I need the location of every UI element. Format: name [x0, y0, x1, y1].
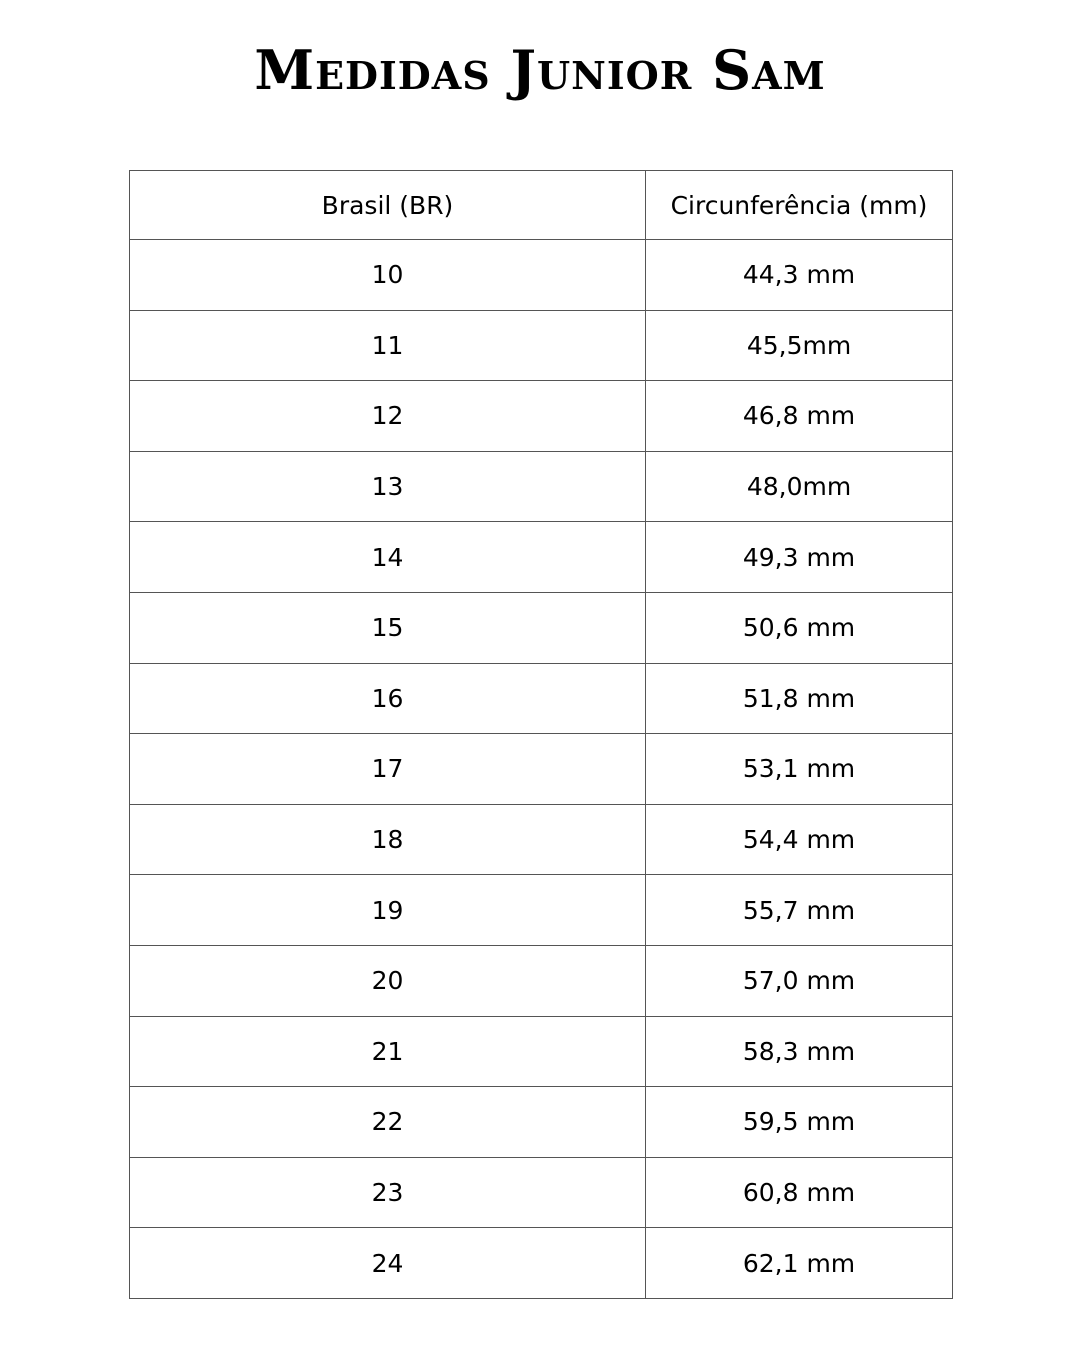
cell-mm: 57,0 mm	[646, 945, 953, 1016]
table-header-row	[130, 171, 953, 240]
cell-mm: 45,5mm	[646, 310, 953, 381]
cell-mm: 59,5 mm	[646, 1087, 953, 1158]
table-row	[130, 663, 953, 734]
cell-mm: 62,1 mm	[646, 1228, 953, 1299]
cell-br: 11	[130, 310, 646, 381]
cell-mm: 46,8 mm	[646, 381, 953, 452]
cell-mm: 44,3 mm	[646, 240, 953, 311]
cell-br: 21	[130, 1016, 646, 1087]
table-row	[130, 451, 953, 522]
cell-mm: 53,1 mm	[646, 734, 953, 805]
size-table	[129, 170, 953, 1299]
cell-mm: 54,4 mm	[646, 804, 953, 875]
cell-br: 19	[130, 875, 646, 946]
table-row	[130, 1016, 953, 1087]
cell-br: 18	[130, 804, 646, 875]
cell-mm: 60,8 mm	[646, 1157, 953, 1228]
cell-br: 12	[130, 381, 646, 452]
table-row	[130, 240, 953, 311]
cell-mm: 55,7 mm	[646, 875, 953, 946]
cell-br: 20	[130, 945, 646, 1016]
cell-br: 16	[130, 663, 646, 734]
table-row	[130, 522, 953, 593]
column-header-circunferencia: Circunferência (mm)	[646, 171, 953, 240]
page-title: Medidas Junior Sam	[254, 38, 826, 102]
table-row	[130, 1228, 953, 1299]
table-row	[130, 592, 953, 663]
cell-mm: 50,6 mm	[646, 592, 953, 663]
table-row	[130, 1157, 953, 1228]
cell-br: 14	[130, 522, 646, 593]
table-row	[130, 310, 953, 381]
table-row	[130, 875, 953, 946]
cell-mm: 48,0mm	[646, 451, 953, 522]
cell-mm: 49,3 mm	[646, 522, 953, 593]
cell-mm: 51,8 mm	[646, 663, 953, 734]
cell-br: 23	[130, 1157, 646, 1228]
cell-br: 10	[130, 240, 646, 311]
cell-br: 22	[130, 1087, 646, 1158]
table-row	[130, 945, 953, 1016]
cell-mm: 58,3 mm	[646, 1016, 953, 1087]
table-row	[130, 804, 953, 875]
cell-br: 17	[130, 734, 646, 805]
table-row	[130, 734, 953, 805]
table-row	[130, 381, 953, 452]
column-header-brasil: Brasil (BR)	[130, 171, 646, 240]
cell-br: 24	[130, 1228, 646, 1299]
table-row	[130, 1087, 953, 1158]
cell-br: 15	[130, 592, 646, 663]
cell-br: 13	[130, 451, 646, 522]
